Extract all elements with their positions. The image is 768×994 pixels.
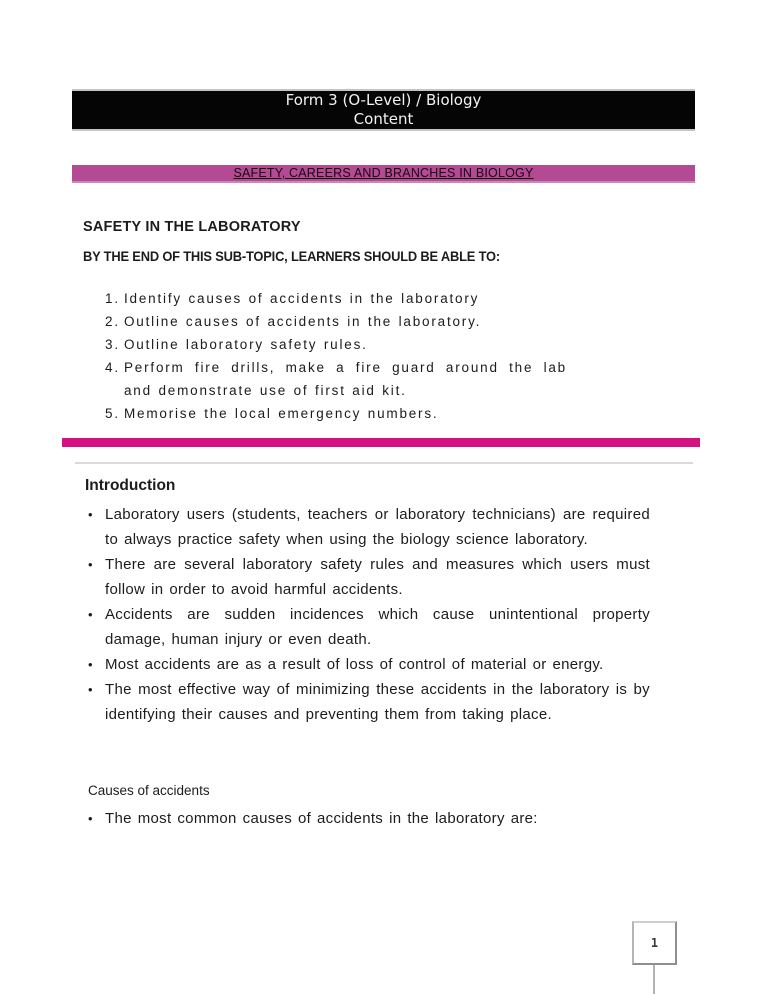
page-number-connector-line <box>653 965 655 994</box>
document-title-bar <box>72 89 695 131</box>
causes-section <box>85 783 695 831</box>
causes-bullet-list <box>85 806 650 831</box>
introduction-bullet-list <box>85 502 650 727</box>
objective-item: Outline causes of accidents in the laboratory. <box>124 314 482 329</box>
section-title: SAFETY IN THE LABORATORY <box>83 219 301 235</box>
topic-banner-label: SAFETY, CAREERS AND BRANCHES IN BIOLOGY <box>233 166 534 180</box>
objective-item: Outline laboratory safety rules. <box>124 337 368 352</box>
bullet-item: • Accidents are sudden incidences which cause unintentional property damage, human injury or even death. <box>85 602 650 652</box>
accent-divider <box>62 438 700 447</box>
objectives-lead: BY THE END OF THIS SUB-TOPIC, LEARNERS SHOULD BE ABLE TO: <box>83 248 500 264</box>
objective-item: Identify causes of accidents in the laboratory <box>124 291 480 306</box>
introduction-heading: Introduction <box>85 477 176 494</box>
bullet-item: • Most accidents are as a result of loss of control of material or energy. <box>85 652 650 677</box>
document-title: Form 3 (O-Level) / Biology <box>285 91 482 109</box>
page-number: 1 <box>650 936 659 950</box>
bullet-item: • The most effective way of minimizing these accidents in the laboratory is by identifying their causes and preventing them from taking place. <box>85 677 650 727</box>
introduction-section <box>85 477 695 727</box>
bullet-item: • There are several laboratory safety rules and measures which users must follow in order to avoid harmful accidents. <box>85 552 650 602</box>
topic-banner <box>72 165 695 183</box>
objectives-list <box>105 287 567 425</box>
objective-item: Memorise the local emergency numbers. <box>124 406 439 421</box>
causes-heading: Causes of accidents <box>88 783 210 798</box>
objective-item: Perform fire drills, make a fire guard around the lab and demonstrate use of first aid kit. <box>124 360 567 398</box>
bullet-item: • Laboratory users (students, teachers or laboratory technicians) are required to always practice safety when using the biology science laboratory. <box>85 502 650 552</box>
document-subtitle: Content <box>353 110 414 128</box>
thin-rule <box>75 462 693 464</box>
bullet-item: • The most common causes of accidents in the laboratory are: <box>85 806 650 831</box>
page-number-box <box>632 921 677 965</box>
